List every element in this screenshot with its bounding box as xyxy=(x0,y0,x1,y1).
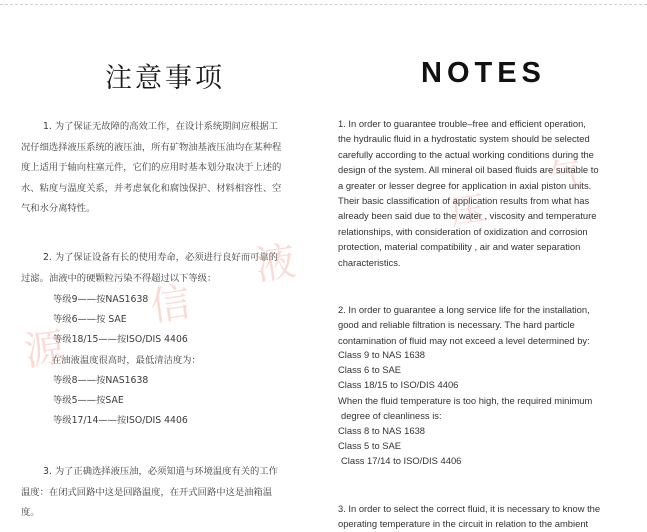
top-border-line xyxy=(0,4,647,5)
en-paragraph-1-line: the hydraulic fluid in a hydrostatic system should be selected xyxy=(338,133,590,145)
cn-list-item: 等级6——按 SAE xyxy=(53,314,127,326)
cn-list-item: 等级9——按NAS1638 xyxy=(53,294,149,305)
cn-cleanliness-list xyxy=(53,290,201,431)
cn-list-item: 等级18/15——按ISO/DIS 4406 xyxy=(53,334,188,346)
watermark-glyph: 源 xyxy=(21,324,68,376)
cn-paragraph-2-line: 过滤。油液中的硬颗粒污染不得超过以下等级： xyxy=(21,272,217,284)
en-list-item: Class 6 to SAE xyxy=(338,364,402,376)
en-list-item: Class 5 to SAE xyxy=(338,440,402,452)
page-title-chinese: 注意事项 xyxy=(105,63,225,94)
en-paragraph-1-line: characteristics. xyxy=(338,256,401,268)
cn-paragraph-2-line: 2. 为了保证设备有长的使用寿命，必须进行良好而可靠的 xyxy=(43,252,278,263)
en-paragraph-2-line: 2. In order to guarantee a long service life for the installation, xyxy=(338,304,590,315)
page-title-english: NOTES xyxy=(421,57,546,89)
cn-paragraph-3-line: 温度：在闭式回路中这是回路温度，在开式回路中这是油箱温 xyxy=(21,486,273,498)
cn-paragraph-1-line: 况仔细选择液压系统的液压油，所有矿物油基液压油均在某种程 xyxy=(21,141,282,153)
en-paragraph-3-line: operating temperature in the circuit in relation to the ambient xyxy=(338,518,589,530)
en-paragraph-1-line: relationships, with consideration of oxidization and corrosion xyxy=(338,225,588,237)
en-list-item: degree of cleanliness is: xyxy=(341,409,442,421)
watermark-glyph: 压 xyxy=(447,188,488,234)
cn-paragraph-1-line: 度上适用于轴向柱塞元件，它们的应用时基本划分取决于上述的 xyxy=(21,162,282,173)
cn-list-item: 等级5——按SAE xyxy=(53,395,124,407)
watermark-glyph: 液 xyxy=(252,238,299,290)
cn-list-item: 等级8——按NAS1638 xyxy=(53,374,149,386)
en-list-item: Class 18/15 to ISO/DIS 4406 xyxy=(338,379,459,391)
en-cleanliness-list xyxy=(338,347,592,469)
en-paragraph-1-line: protection, material compatibility , air and water separation xyxy=(338,241,581,253)
en-paragraph-1-line: Their basic classification of application results from what has xyxy=(338,195,590,207)
en-paragraph-2-line: good and reliable filtration is necessary. The hard particle xyxy=(338,319,575,331)
cn-paragraph-1 xyxy=(21,117,311,220)
en-paragraph-1 xyxy=(338,116,630,270)
en-paragraph-3-line: 3. In order to select the correct fluid, it is necessary to know the xyxy=(338,503,601,514)
en-list-item: When the fluid temperature is too high, the required minimum xyxy=(338,394,593,406)
en-paragraph-1-line: carefully according to the actual working conditions during the xyxy=(338,148,594,160)
en-paragraph-1-line: 1. In order to guarantee trouble–free and efficient operation, xyxy=(338,118,586,129)
cn-paragraph-2 xyxy=(21,248,311,289)
en-list-item: Class 9 to NAS 1638 xyxy=(338,349,426,360)
en-list-item: Class 8 to NAS 1638 xyxy=(338,425,426,437)
cn-paragraph-3 xyxy=(21,462,311,524)
watermark-glyph: 信 xyxy=(147,279,194,331)
en-paragraph-1-line: design of the system. All mineral oil based fluids are suitable to xyxy=(338,164,599,176)
cn-paragraph-3-line: 3. 为了正确选择液压油，必须知道与环境温度有关的工作 xyxy=(43,466,278,477)
cn-paragraph-1-line: 水、粘度与温度关系，并考虑氧化和腐蚀保护、材料相容性、空 xyxy=(21,182,282,194)
cn-list-item: 在油液温度很高时，最低清洁度为： xyxy=(52,354,201,366)
en-list-item: Class 17/14 to ISO/DIS 4406 xyxy=(341,455,462,467)
cn-paragraph-1-line: 气和水分离特性。 xyxy=(21,203,96,214)
en-paragraph-2 xyxy=(338,302,630,348)
cn-paragraph-1-line: 1. 为了保证无故障的高效工作，在设计系统期间应根据工 xyxy=(43,121,278,132)
en-paragraph-3 xyxy=(338,501,630,532)
en-paragraph-2-line: contamination of fluid may not exceed a level determined by: xyxy=(338,334,590,346)
watermark-glyph: 气 xyxy=(545,153,586,199)
en-paragraph-1-line: a greater or lesser degree for application in axial piston units. xyxy=(338,179,592,191)
cn-paragraph-3-line: 度。 xyxy=(21,507,40,518)
en-paragraph-1-line: already been said due to the water , viscosity and temperature xyxy=(338,210,597,222)
cn-list-item: 等级17/14——按ISO/DIS 4406 xyxy=(53,415,188,427)
